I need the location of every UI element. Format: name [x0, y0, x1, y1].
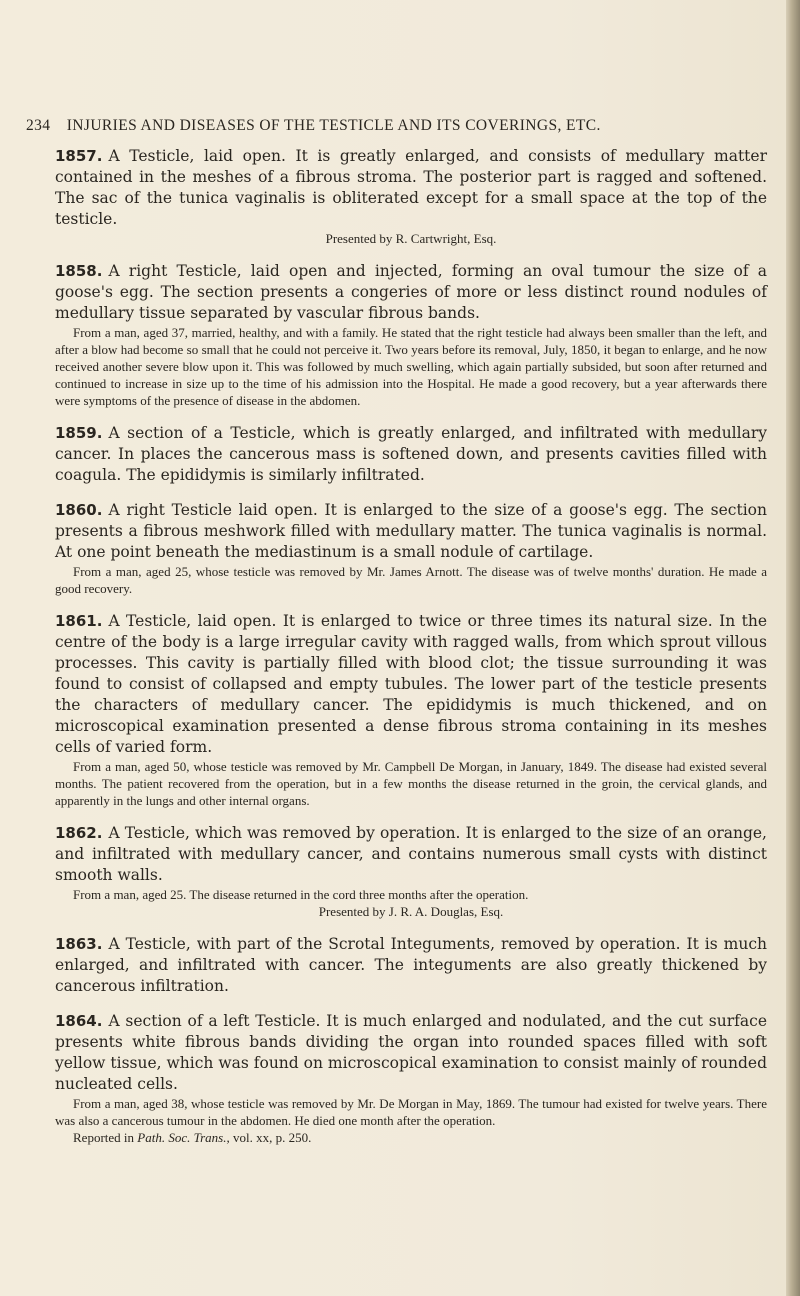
entry-number: 1864.	[55, 1012, 103, 1030]
entry-description: A section of a left Testicle. It is much enlarged and nodulated, and the cut surface presents white fibrous bands dividing the organ into rounded spaces filled with soft yellow tissue, which was found on microscopical examination to consist mainly of rounded nucleated cells.	[55, 1012, 767, 1093]
entry-1863	[55, 934, 767, 997]
entry-description: A Testicle, laid open. It is greatly enlarged, and consists of medullary matter contained in the meshes of a fibrous stroma. The posterior part is ragged and softened. The sac of the tunica vaginalis is obliterated except for a small space at the top of the testicle.	[55, 147, 767, 228]
entry-description: A Testicle, laid open. It is enlarged to twice or three times its natural size. In the centre of the body is a large irregular cavity with ragged walls, from which sprout villous processes. This cavity is partially filled with blood clot; the tissue surrounding it was found to consist of collapsed and empty tubules. The lower part of the testicle presents the characters of medullary cancer. The epididymis is much thickened, and on microscopical examination presented a dense fibrous stroma containing in its meshes cells of varied form.	[55, 612, 767, 756]
entry-1858	[55, 261, 767, 409]
entry-1859	[55, 423, 767, 486]
entry-1861	[55, 611, 767, 809]
entry-description: A Testicle, which was removed by operation. It is enlarged to the size of an orange, and infiltrated with medullary cancer, and contains numerous small cysts with distinct smooth walls.	[55, 824, 767, 884]
page-edge	[786, 0, 800, 1296]
entry-description: A Testicle, with part of the Scrotal Integuments, removed by operation. It is much enlarged, and infiltrated with cancer. The integuments are also greatly thickened by cancerous infiltration.	[55, 935, 767, 995]
case-note: From a man, aged 37, married, healthy, and with a family. He stated that the right testicle had always been smaller than the left, and after a blow had become so small that he could not perceive it. Two years before its removal, July, 1850, it began to enlarge, and he now received another severe blow upon it. This was followed by much swelling, which again partially subsided, but soon after returned and continued to increase in size up to the time of his admission into the Hospital. He made a good recovery, but a year afterwards there were symptoms of the presence of disease in the abdomen.	[55, 325, 767, 408]
entry-number: 1862.	[55, 824, 103, 842]
case-note: From a man, aged 38, whose testicle was removed by Mr. De Morgan in May, 1869. The tumour had existed for twelve years. There was also a cancerous tumour in the abdomen. He died one month after the operation.	[55, 1096, 767, 1128]
entry-number: 1860.	[55, 501, 103, 519]
entry-1862	[55, 823, 767, 920]
reported-prefix: Reported in	[73, 1130, 135, 1145]
entry-number: 1859.	[55, 424, 103, 442]
entry-description: A right Testicle, laid open and injected, forming an oval tumour the size of a goose's egg. The section presents a congeries of more or less distinct round nodules of medullary tissue separated by vascular fibrous bands.	[55, 262, 767, 322]
presented-by: Presented by J. R. A. Douglas, Esq.	[318, 904, 504, 919]
chapter-title: INJURIES AND DISEASES OF THE TESTICLE AND ITS COVERINGS, ETC.	[66, 117, 601, 134]
reported-reference	[55, 1129, 767, 1146]
presented-by: Presented by R. Cartwright, Esq.	[325, 231, 497, 246]
page-number: 234	[26, 117, 51, 134]
running-header	[26, 117, 766, 135]
entry-number: 1857.	[55, 147, 103, 165]
case-note: From a man, aged 25. The disease returned in the cord three months after the operation.	[73, 887, 529, 902]
volume-page: vol. xx, p. 250.	[232, 1130, 312, 1145]
entry-description: A section of a Testicle, which is greatly enlarged, and infiltrated with medullary cancer. In places the cancerous mass is softened down, and presents cavities filled with coagula. The epididymis is similarly infiltrated.	[55, 424, 767, 484]
catalogue-entries	[55, 146, 767, 1160]
entry-1857	[55, 146, 767, 247]
entry-number: 1858.	[55, 262, 103, 280]
entry-number: 1863.	[55, 935, 103, 953]
entry-1864	[55, 1011, 767, 1146]
journal-name: Path. Soc. Trans.,	[137, 1130, 230, 1145]
case-note: From a man, aged 50, whose testicle was removed by Mr. Campbell De Morgan, in January, 1849. The disease had existed several months. The patient recovered from the operation, but in a few months the disease returned in the groin, the cervical glands, and apparently in the lungs and other internal organs.	[55, 759, 767, 808]
entry-description: A right Testicle laid open. It is enlarged to the size of a goose's egg. The section presents a fibrous meshwork filled with medullary matter. The tunica vaginalis is normal. At one point beneath the mediastinum is a small nodule of cartilage.	[55, 501, 767, 561]
entry-1860	[55, 500, 767, 597]
entry-number: 1861.	[55, 612, 103, 630]
case-note: From a man, aged 25, whose testicle was removed by Mr. James Arnott. The disease was of twelve months' duration. He made a good recovery.	[55, 564, 767, 596]
